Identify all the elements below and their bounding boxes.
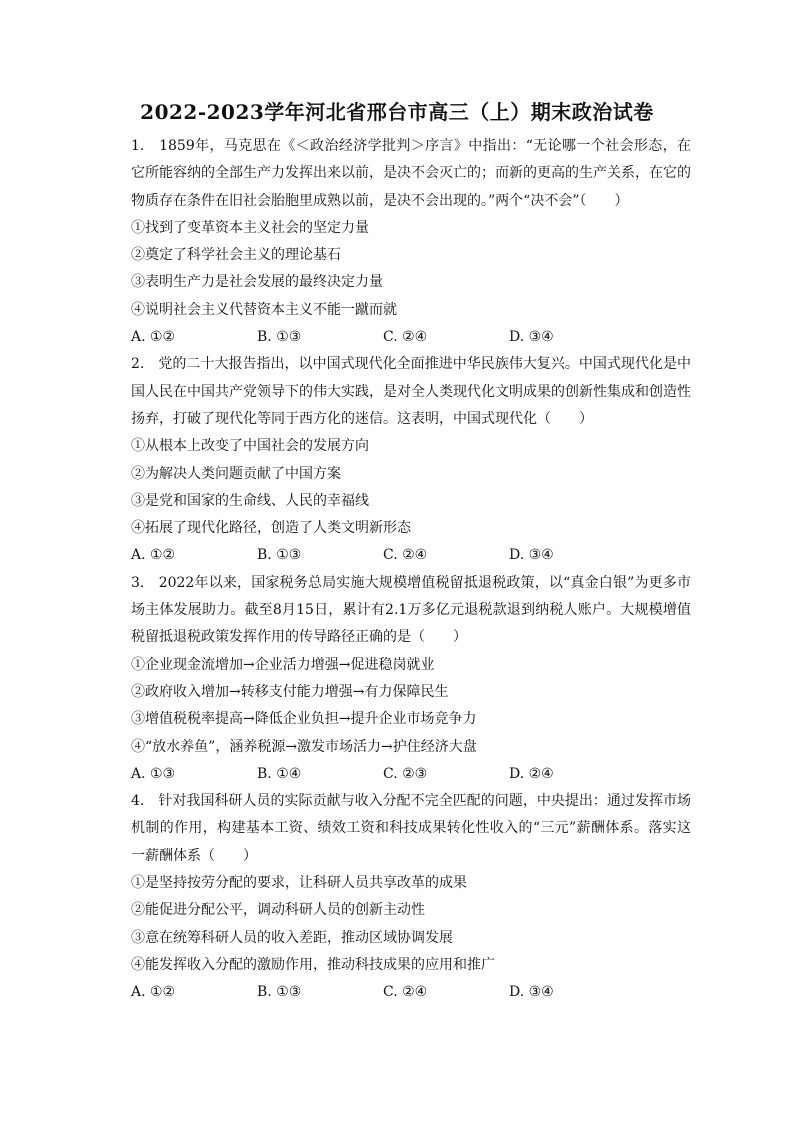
answer-choices [131, 979, 691, 1006]
answer-choice-c: C. ②④ [383, 984, 428, 1001]
statement-option: ④说明社会主义代替资本主义不能一蹴而就 [131, 301, 397, 318]
answer-choice-d: D. ③④ [509, 547, 554, 564]
question-stem: 3. 2022年以来，国家税务总局实施大规模增值税留抵退税政策，以“真金白银”为更多市场主体发展助力。截至8月15日，累计有2.1万多亿元退税款退到纳税人账户。大规模增值税留抵退税政策发挥作用的传导路径正确的是（ ） [131, 574, 691, 646]
answer-choice-d: D. ③④ [509, 984, 554, 1001]
answer-choice-a: A. ①② [131, 547, 176, 564]
answer-choice-b: B. ①③ [257, 547, 302, 564]
answer-choices [131, 761, 691, 788]
answer-choice-b: B. ①③ [257, 329, 302, 346]
answer-choice-b: B. ①④ [257, 765, 302, 782]
question-stem: 4. 针对我国科研人员的实际贡献与收入分配不完全匹配的问题，中央提出：通过发挥市场机制的作用，构建基本工资、绩效工资和科技成果转化性收入的“三元”薪酬体系。落实这一薪酬体系（ ） [131, 793, 691, 864]
statement-option: ③是党和国家的生命线、人民的幸福线 [131, 492, 369, 509]
answer-choice-b: B. ①③ [257, 984, 302, 1001]
statement-option: ④拓展了现代化路径，创造了人类文明新形态 [131, 520, 411, 537]
exam-title: 2022-2023学年河北省邢台市高三（上）期末政治试卷 [140, 100, 654, 124]
question-stem: 2. 党的二十大报告指出，以中国式现代化全面推进中华民族伟大复兴。中国式现代化是中国人民在中国共产党领导下的伟大实践，是对全人类现代化文明成果的创新性集成和创造性扬弃，打破了现代化等同于西方化的迷信。这表明，中国式现代化（ ） [131, 356, 691, 427]
answer-choices [131, 324, 691, 351]
statement-option: ③增值税税率提高→降低企业负担→提升企业市场竞争力 [131, 711, 477, 728]
statement-option: ①找到了变革资本主义社会的坚定力量 [131, 219, 369, 236]
question-1 [131, 133, 691, 351]
statement-option: ②奠定了科学社会主义的理论基石 [131, 247, 341, 264]
answer-choices [131, 542, 691, 569]
answer-choice-d: D. ②④ [509, 765, 554, 782]
statement-option: ④“放水养鱼”，涵养税源→激发市场活力→护住经济大盘 [131, 738, 477, 755]
answer-choice-a: A. ①② [131, 984, 176, 1001]
answer-choice-c: C. ②③ [383, 765, 428, 782]
question-3 [131, 570, 691, 788]
question-stem: 1. 1859年，马克思在《＜政治经济学批判＞序言》中指出：“无论哪一个社会形态，在它所能容纳的全部生产力发挥出来以前，是决不会灭亡的；而新的更高的生产关系，在它的物质存在条件在旧社会胎胞里成熟以前，是决不会出现的。”两个“决不会”（ ） [131, 138, 691, 209]
question-list [131, 133, 691, 1007]
answer-choice-c: C. ②④ [383, 547, 428, 564]
answer-choice-a: A. ①③ [131, 765, 176, 782]
statement-option: ①是坚持按劳分配的要求，让科研人员共享改革的成果 [131, 875, 467, 892]
statement-option: ④能发挥收入分配的激励作用，推动科技成果的应用和推广 [131, 956, 495, 973]
statement-option: ②能促进分配公平，调动科研人员的创新主动性 [131, 902, 425, 919]
answer-choice-d: D. ③④ [509, 329, 554, 346]
statement-option: ②政府收入增加→转移支付能力增强→有力保障民生 [131, 683, 449, 700]
statement-option: ①企业现金流增加→企业活力增强→促进稳岗就业 [131, 656, 435, 673]
statement-option: ③意在统筹科研人员的收入差距，推动区域协调发展 [131, 929, 453, 946]
answer-choice-a: A. ①② [131, 329, 176, 346]
statement-option: ②为解决人类问题贡献了中国方案 [131, 465, 341, 482]
statement-option: ①从根本上改变了中国社会的发展方向 [131, 438, 369, 455]
question-2 [131, 351, 691, 569]
statement-option: ③表明生产力是社会发展的最终决定力量 [131, 274, 383, 291]
answer-choice-c: C. ②④ [383, 329, 428, 346]
question-4 [131, 788, 691, 1006]
